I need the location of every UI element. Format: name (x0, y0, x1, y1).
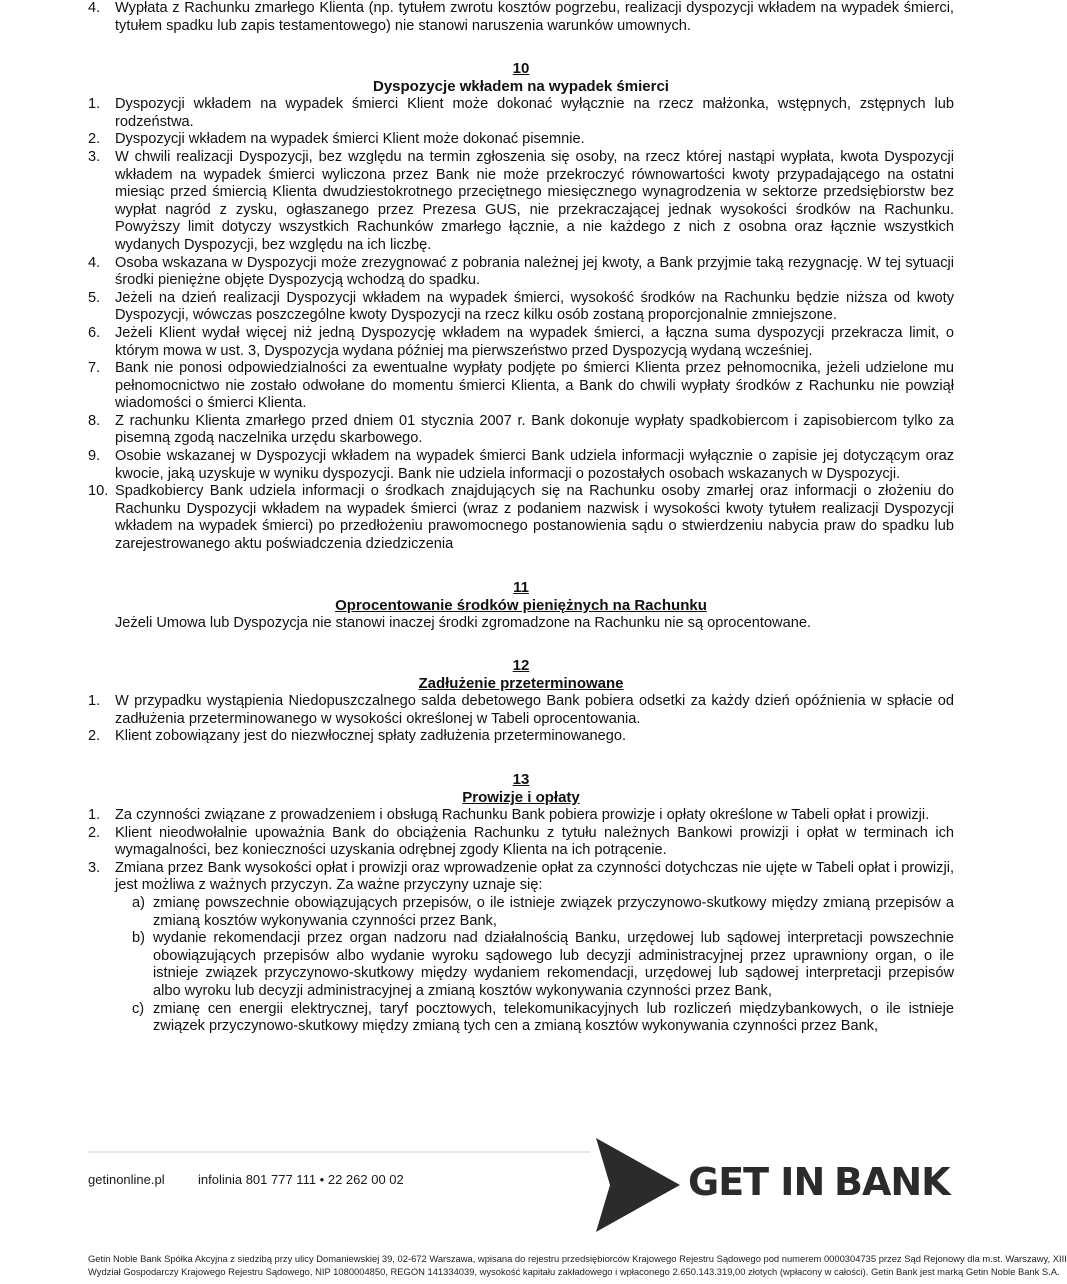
item-text: Za czynności związane z prowadzeniem i obsługą Rachunku Bank pobiera prowizje i opłaty określone w Tabeli opłat i prowizji. (115, 807, 930, 823)
item-number: 5. (88, 289, 101, 306)
item-text: Bank nie ponosi odpowiedzialności za ewentualne wypłaty podjęte po śmierci Klienta przez pełnomocnika, jeżeli udzielone mu pełnomocnictwo nie zostało odwołane do momentu śmierci Klienta, a Bank do chwili wypłaty środków z Rachunku nie powziął wiadomości o śmierci Klienta. (115, 360, 954, 412)
list-item (88, 807, 954, 825)
item-text: Osoba wskazana w Dyspozycji może zrezygnować z pobrania należnej jej kwoty, a Bank przyjmie taką rezygnację. W tej sytuacji środki pieniężne objęte Dyspozycją wchodzą do spadku. (115, 254, 954, 289)
item-letter: c) (132, 1000, 145, 1017)
section-11-number: 11 (513, 578, 529, 596)
item-number: 1. (88, 96, 101, 113)
item-text: Klient nieodwołalnie upoważnia Bank do obciążenia Rachunku z tytułu należnych Bankowi prowizji i opłat w terminach ich wymagalności, bez konieczności uzyskania odrębnej zgody Klienta na ich potrącenie. (115, 824, 954, 859)
item-number: 6. (88, 324, 101, 341)
sub-list-item (110, 1001, 954, 1036)
item-text: Spadkobiercy Bank udziela informacji o środkach znajdujących się na Rachunku osoby zmarłej oraz informacji o złożeniu do Rachunku Dyspozycji wkładem na wypadek śmierci (wraz z podaniem nazwisk i wysokości kwoty tytułem realizacji Dyspozycji wkładem na wypadek śmierci) po przedłożeniu prawomocnego postanowienia sądu o stwierdzeniu nabycia praw do spadku lub zarejestrowanego aktu poświadczenia dziedziczenia (115, 483, 954, 553)
list-item (88, 149, 954, 255)
sub-list-item (110, 930, 954, 1000)
list-item (88, 860, 954, 895)
list-item (88, 325, 954, 360)
item-number: 8. (88, 412, 101, 429)
section-13-number: 13 (512, 771, 530, 788)
list-item (88, 255, 954, 290)
legal-line-2: Wydział Gospodarczy Krajowego Rejestru Sądowego, NIP 1080004850, REGON 141334039, wysokość kapitału zakładowego i wpłaconego 2.650.143.319,00 złotych (wpłacony w całości). Getin Bank jest marką Getin Noble Bank S.A. (88, 1266, 1060, 1277)
item-text: Klient zobowiązany jest do niezwłocznej spłaty zadłużenia przeterminowanego. (115, 728, 627, 745)
item-number: 7. (88, 360, 101, 377)
section-13-list (88, 807, 954, 1036)
hotline-text: infolinia 801 777 111 • 22 262 00 02 (198, 1172, 404, 1187)
legal-line-1: Getin Noble Bank Spółka Akcyjna z siedzibą przy ulicy Domaniewskiej 39, 02-672 Warszawa, wpisana do rejestru przedsiębiorców Krajowego Rejestru Sądowego pod numerem 0000304735 przez Sąd Rejonowy dla m.st. Warszawy, XIII (88, 1253, 1067, 1264)
item-text: Osobie wskazanej w Dyspozycji wkładem na wypadek śmierci Bank udziela informacji wyłącznie o zapisie jej dotyczącym oraz kwocie, jaką uzyskuje w wyniku dyspozycji. Bank nie udziela informacji o pozostałych osobach wskazanych w Dyspozycji. (115, 448, 954, 482)
item-number: 2. (88, 728, 101, 745)
section-11-title: Oprocentowanie środków pieniężnych na Rachunku (335, 596, 707, 614)
section-10-list (88, 96, 954, 553)
item-number: 10. (88, 483, 109, 500)
item-text: Dyspozycji wkładem na wypadek śmierci Klient może dokonać wyłącznie na rzecz małżonka, wstępnych, zstępnych lub rodzeństwa. (115, 96, 954, 130)
item-text: Wypłata z Rachunku zmarłego Klienta (np. tytułem zwrotu kosztów pogrzebu, realizacji dyspozycji wkładem na wypadek śmierci, tytułem spadku lub zapis testamentowego) nie stanowi naruszenia warunków umownych. (115, 0, 954, 34)
list-item (88, 360, 954, 413)
item-text: W przypadku wystąpienia Niedopuszczalnego salda debetowego Bank pobiera odsetki za każdy dzień opóźnienia w spłacie od zadłużenia przeterminowanego w wysokości określonej w Tabeli oprocentowania. (115, 693, 954, 727)
section-10-number: 10 (512, 60, 530, 78)
item-text: Dyspozycji wkładem na wypadek śmierci Klient może dokonać pisemnie. (115, 131, 585, 148)
section-12-list (88, 693, 954, 746)
item-letter: b) (132, 930, 145, 947)
section-10-title: Dyspozycje wkładem na wypadek śmierci (373, 78, 669, 96)
item-text: Jeżeli Klient wydał więcej niż jedną Dyspozycję wkładem na wypadek śmierci, a łączna suma dyspozycji przekracza limit, o którym mowa w ust. 3, Dyspozycja wydana później ma pierwszeństwo przed Dyspozycją wydaną wcześniej. (115, 324, 954, 359)
item-number: 4. (88, 254, 101, 271)
section-12-title: Zadłużenie przeterminowane (418, 675, 624, 693)
list-item (88, 413, 954, 448)
logo-bank-text: BANK (834, 1160, 950, 1204)
section-12-number: 12 (512, 657, 530, 675)
item-number: 1. (88, 693, 101, 710)
section-13-title: Prowizje i opłaty (462, 789, 580, 806)
item-number: 3. (88, 859, 101, 876)
website-link[interactable]: getinonline.pl (88, 1172, 165, 1187)
list-item (88, 825, 954, 860)
intro-item-4 (88, 0, 954, 35)
item-letter: a) (132, 894, 145, 911)
item-number: 2. (88, 824, 101, 841)
list-item (88, 483, 954, 553)
section-11-text: Jeżeli Umowa lub Dyspozycja nie stanowi inaczej środki zgromadzone na Rachunku nie są oprocentowane. (115, 614, 812, 631)
list-item (88, 693, 954, 728)
bank-logo (688, 1160, 958, 1220)
list-item (88, 96, 954, 131)
list-item (88, 131, 954, 149)
item-text: Z rachunku Klienta zmarłego przed dniem 01 stycznia 2007 r. Bank dokonuje wypłaty spadkobiercom i zapisobiercom tylko za pisemną zgodą naczelnika urzędu skarbowego. (115, 412, 954, 447)
item-text: wydanie rekomendacji przez organ nadzoru nad działalnością Banku, urzędowej lub sądowej interpretacji powszechnie obowiązujących przepisów albo wydanie wyroku sądowego lub decyzji administracyjnej przez uprawniony organ, o ile istnieje związek przyczynowo-skutkowy między wydaniem rekomendacji, urzędowej lub sądowej interpretacji przepisów albo wyroku lub decyzji administracyjnej a zmianą kosztów wykonywania czynności przez Bank, (153, 930, 954, 999)
item-number: 9. (88, 448, 101, 465)
list-item (88, 728, 954, 746)
sub-list-item (110, 895, 954, 930)
item-text: Jeżeli na dzień realizacji Dyspozycji wkładem na wypadek śmierci, wysokość środków na Rachunku będzie niższa od kwoty Dyspozycji, wówczas poszczególne kwoty Dyspozycji na rzecz kilku osób zostaną proporcjonalnie zmniejszone. (115, 289, 954, 324)
item-text: zmianę cen energii elektrycznej, taryf pocztowych, telekomunikacyjnych lub rozliczeń międzybankowych, o ile istnieje związek przyczynowo-skutkowy między zmianą tych cen a zmianą kosztów wykonywania czynności przez Bank, (153, 1000, 954, 1035)
item-number: 1. (88, 807, 101, 823)
logo-get-text: GET IN (688, 1160, 825, 1204)
document-body (88, 0, 954, 1036)
item-text: zmianę powszechnie obowiązujących przepisów, o ile istnieje związek przyczynowo-skutkowy między zmianą przepisów a zmianą kosztów wykonywania czynności przez Bank, (153, 894, 954, 929)
item-number: 3. (88, 148, 101, 165)
item-number: 4. (88, 0, 101, 16)
list-item (88, 448, 954, 483)
item-text: W chwili realizacji Dyspozycji, bez względu na termin zgłoszenia się osoby, na rzecz której nastąpi wypłata, kwota Dyspozycji wkładem na wypadek śmierci wyliczona przez Bank nie może przekroczyć równowartości kwoty przypadającego na ostatni miesiąc przed śmiercią Klienta dwudziestokrotnego przeciętnego miesięcznego wynagrodzenia w sektorze przedsiębiorstw bez wypłat nagród z zysku, ogłaszanego przez Prezesa GUS, nie przekraczającej jednak wysokości środków na Rachunku. Powyższy limit dotyczy wszystkich Rachunków zmarłego łącznie, a nie każdego z nich z osobna oraz łącznie wszystkich wydanych Dyspozycji, bez względu na ich liczbę. (115, 148, 954, 253)
item-text: Zmiana przez Bank wysokości opłat i prowizji oraz wprowadzenie opłat za czynności dotychczas nie ujęte w Tabeli opłat i prowizji, jest możliwa z ważnych przyczyn. Za ważne przyczyny uznaje się: (115, 859, 954, 894)
item-number: 2. (88, 131, 101, 148)
list-item (88, 290, 954, 325)
